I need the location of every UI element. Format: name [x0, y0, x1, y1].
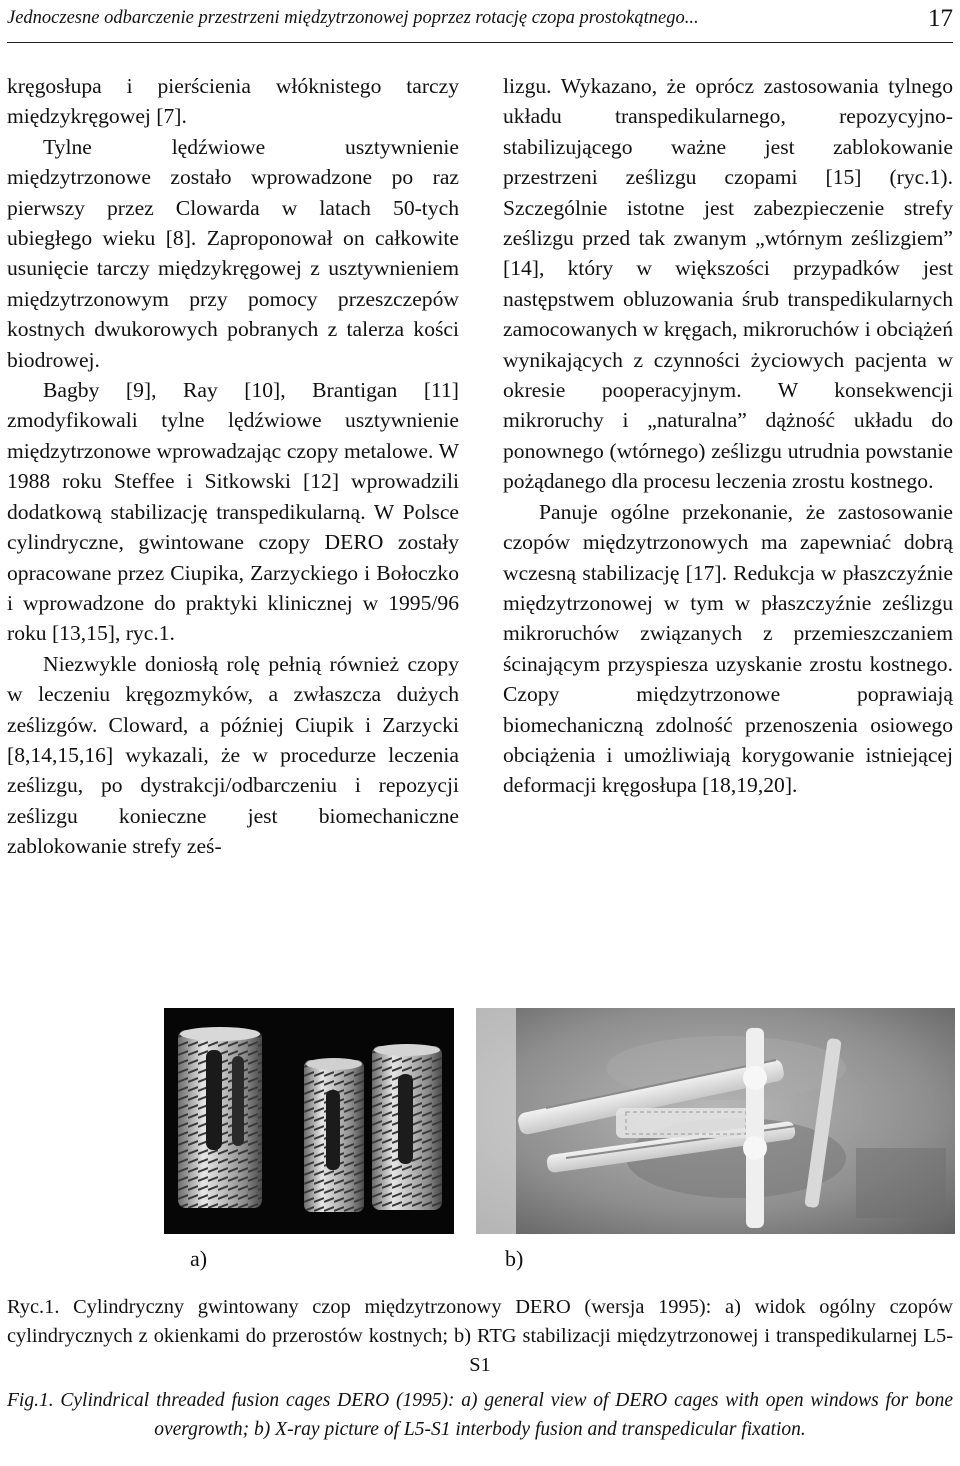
figure-caption-polish: Ryc.1. Cylindryczny gwintowany czop międzytrzonowy DERO (wersja 1995): a) widok ogólny czopów cylindrycznych z okienkami do przerostów kostnych; b) RTG stabilizacji międzytrzonowej i transpedikularnej L5-S1: [7, 1296, 953, 1376]
running-title: Jednoczesne odbarczenie przestrzeni międzytrzonowej poprzez rotację czopa prostokątnego...: [7, 8, 699, 28]
left-column: [7, 71, 459, 862]
running-header: [7, 2, 953, 43]
figure-b-xray-image: [476, 1008, 955, 1234]
cages-photo-image: [164, 1008, 454, 1234]
right-column: [503, 71, 953, 801]
figure-label-a: a): [190, 1246, 208, 1271]
paragraph: Niezwykle doniosłą rolę pełnią również czopy w leczeniu kręgozmyków, a zwłaszcza dużych ześlizgów. Cloward, a później Ciupik i Zarzycki [8,14,15,16] wykazali, że w procedurze leczenia ześlizgu, po dystrakcji/odbarczeniu i repozycji ześlizgu konieczne jest biomechaniczne zablokowanie strefy ześ-: [7, 651, 459, 859]
page-number: 17: [928, 5, 953, 32]
paragraph: lizgu. Wykazano, że oprócz zastosowania tylnego układu transpedikularnego, repozycyjno-stabilizującego ważne jest zablokowanie przestrzeni ześlizgu czopami [15] (ryc.1). Szczególnie istotne jest zabezpieczenie strefy ześlizgu przed tak zwanym „wtórnym ześlizgiem” [14], który w większości przypadków jest następstwem obluzowania śrub transpedikularnych zamocowanych w kręgach, mikroruchów i obciążeń wynikających z czynności życiowych pacjenta w okresie pooperacyjnym. W konsekwencji mikroruchy i „naturalna” dążność układu do ponownego (wtórnego) ześlizgu utrudnia powstanie pożądanego dla procesu leczenia zrostu kostnego.: [503, 74, 953, 494]
xray-image: [476, 1008, 955, 1234]
paragraph: Bagby [9], Ray [10], Brantigan [11] zmodyfikowali tylne lędźwiowe usztywnienie międzytrzonowe wprowadzając czopy metalowe. W 1988 roku Steffee i Sitkowski [12] wprowadzili dodatkową stabilizację transpedikularną. W Polsce cylindryczne, gwintowane czopy DERO zostały opracowane przez Ciupika, Zarzyckiego i Bołoczko i wprowadzone do praktyki klinicznej w 1995/96 roku [13,15], ryc.1.: [7, 378, 459, 646]
figure-label-b: b): [505, 1246, 524, 1271]
figure-caption-english: Fig.1. Cylindrical threaded fusion cages DERO (1995): a) general view of DERO cages with open windows for bone overgrowth; b) X-ray picture of L5-S1 interbody fusion and transpedicular fixation.: [7, 1390, 953, 1440]
paragraph: Tylne lędźwiowe usztywnienie międzytrzonowe zostało wprowadzone po raz pierwszy przez Clowarda w latach 50-tych ubiegłego wieku [8]. Zaproponował on całkowite usunięcie tarczy międzykręgowej z usztywnieniem międzytrzonowym przy pomocy przeszczepów kostnych dwukorowych pobranych z talerza kości biodrowej.: [7, 134, 459, 372]
paragraph: kręgosłupa i pierścienia włóknistego tarczy międzykręgowej [7].: [7, 74, 459, 129]
figure-a-cages-photo: [164, 1008, 454, 1234]
paragraph: Panuje ogólne przekonanie, że zastosowanie czopów międzytrzonowych ma zapewniać dobrą wczesną stabilizację [17]. Redukcja w płaszczyźnie międzytrzonowej w tym w płaszczyźnie ześlizgu mikroruchów związanych z przemieszczaniem ścinającym przyspiesza uzyskanie zrostu kostnego. Czopy międzytrzonowe poprawiają biomechaniczną zdolność przenoszenia osiowego obciążenia i umożliwiają korygowanie istniejącej deformacji kręgosłupa [18,19,20].: [503, 499, 953, 798]
